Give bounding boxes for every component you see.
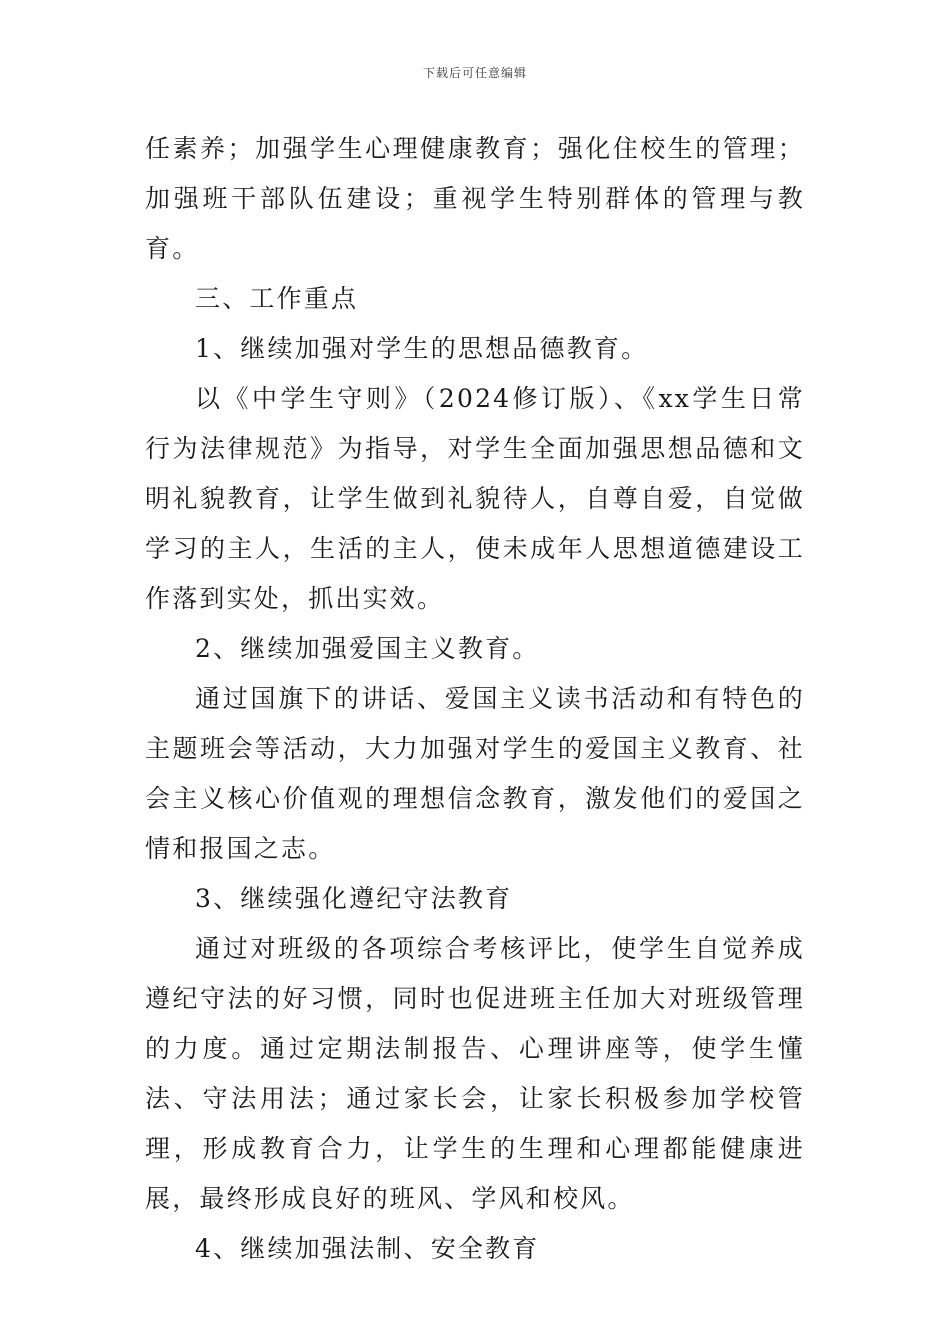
section-heading: 三、工作重点 (195, 284, 359, 313)
paragraph: 通过对班级的各项综合考核评比，使学生自觉养成遵纪守法的好习惯，同时也促进班主任加大对班级管理的力度。通过定期法制报告、心理讲座等，使学生懂法、守法用法；通过家长会，让家长积极参加学校管理，形成教育合力，让学生的生理和心理都能健康进展，最终形成良好的班风、学风和校风。 (145, 934, 805, 1213)
subsection-heading: 3、继续强化遵纪守法教育 (195, 884, 513, 913)
document-body (145, 124, 805, 1274)
subsection-heading: 2、继续加强爱国主义教育。 (195, 634, 540, 663)
paragraph: 通过国旗下的讲话、爱国主义读书活动和有特色的主题班会等活动，大力加强对学生的爱国主义教育、社会主义核心价值观的理想信念教育，激发他们的爱国之情和报国之志。 (145, 684, 805, 863)
paragraph: 任素养；加强学生心理健康教育；强化住校生的管理；加强班干部队伍建设；重视学生特别群体的管理与教育。 (145, 134, 805, 263)
paragraph: 以《中学生守则》（2024修订版）、《xx学生日常行为法律规范》为指导，对学生全面加强思想品德和文明礼貌教育，让学生做到礼貌待人，自尊自爱，自觉做学习的主人，生活的主人，使未成年人思想道德建设工作落到实处，抓出实效。 (145, 384, 805, 613)
page-header-note: 下载后可任意编辑 (422, 66, 527, 80)
subsection-heading: 1、继续加强对学生的思想品德教育。 (195, 334, 649, 363)
subsection-heading: 4、继续加强法制、安全教育 (195, 1234, 540, 1263)
